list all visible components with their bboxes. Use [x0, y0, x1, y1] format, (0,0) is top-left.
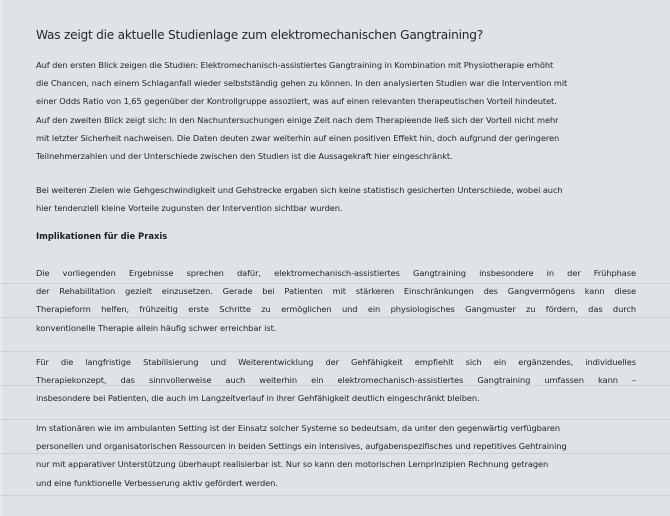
- divider: [0, 495, 670, 496]
- paragraph-secondary-outcomes: [36, 181, 636, 217]
- text-line: nur mit apparativer Unterstützung überhaupt realisierbar ist. Nur so kann den motorischen Lernprinzipien Rechnung getragen: [36, 459, 549, 470]
- text-line: einer Odds Ratio von 1,65 gegenüber der Kontrollgruppe assoziiert, was auf einen relevanten therapeutischen Vorteil hindeutet.: [36, 96, 557, 107]
- paragraph-study-findings: [36, 56, 636, 165]
- page-title: Was zeigt die aktuelle Studienlage zum elektromechanischen Gangtraining?: [36, 28, 483, 42]
- text-line: mit letzter Sicherheit nachweisen. Die Daten deuten zwar weiterhin auf einen positiven Effekt hin, doch aufgrund der geringeren: [36, 132, 560, 143]
- text-line: Für die langfristige Stabilisierung und Weiterentwicklung der Gehfähigkeit empfiehlt sich ein ergänzendes, individuelles: [36, 357, 636, 367]
- text-line: die Chancen, nach einem Schlaganfall wieder selbstständig gehen zu können. In den analysierten Studien war die Intervention mit: [36, 78, 568, 89]
- text-line: hier tendenziell kleine Vorteile zugunsten der Intervention sichtbar wurden.: [36, 203, 343, 214]
- text-line: Therapieform helfen, frühzeitig erste Schritte zu ermöglichen und ein physiologisches Gangmuster zu fördern, das durch: [36, 304, 636, 315]
- text-line: Die vorliegenden Ergebnisse sprechen dafür, elektromechanisch-assistiertes Gangtraining insbesondere in der Frühphase: [36, 268, 636, 278]
- text-line: der Rehabilitation gezielt einzusetzen. Gerade bei Patienten mit stärkeren Einschränkungen des Gangvermögens kann diese: [36, 286, 636, 297]
- text-line: insbesondere bei Patienten, die auch im Langzeitverlauf in ihrer Gehfähigkeit deutlich eingeschränkt bleiben.: [36, 393, 480, 404]
- divider: [0, 351, 670, 352]
- text-line: Auf den zweiten Blick zeigt sich: In den Nachuntersuchungen einige Zeit nach dem Therapieende ließ sich der Vorteil nicht mehr: [36, 114, 559, 125]
- text-line: Im stationären wie im ambulanten Setting ist der Einsatz solcher Systeme so bedeutsam, da unter den gegenwärtig verfügbaren: [36, 423, 561, 433]
- left-edge: [0, 0, 2, 516]
- text-line: personellen und organisatorischen Ressourcen in beiden Settings ein intensives, aufgabenspezifisches und repetitives Gehtraining: [36, 441, 567, 452]
- text-line: konventionelle Therapie allein häufig schwer erreichbar ist.: [36, 322, 277, 333]
- paragraph-long-term: [36, 353, 636, 408]
- paragraph-settings: [36, 419, 636, 492]
- text-line: und eine funktionelle Verbesserung aktiv gefördert werden.: [36, 477, 278, 488]
- text-line: Bei weiteren Zielen wie Gehgeschwindigkeit und Gehstrecke ergaben sich keine statistisch gesicherten Unterschiede, wobei auch: [36, 185, 563, 195]
- text-line: Therapiekonzept, das sinnvollerweise auch weiterhin ein elektromechanisch-assistiertes Gangtraining umfassen kann –: [36, 375, 636, 386]
- section-heading: Implikationen für die Praxis: [36, 231, 168, 241]
- text-line: Auf den ersten Blick zeigen die Studien: Elektromechanisch-assistiertes Gangtraining in Kombination mit Physiotherapie erhöht: [36, 60, 554, 70]
- paragraph-early-phase: [36, 264, 636, 337]
- text-line: Teilnehmerzahlen und der Unterschiede zwischen den Studien ist die Aussagekraft hier eingeschränkt.: [36, 150, 453, 161]
